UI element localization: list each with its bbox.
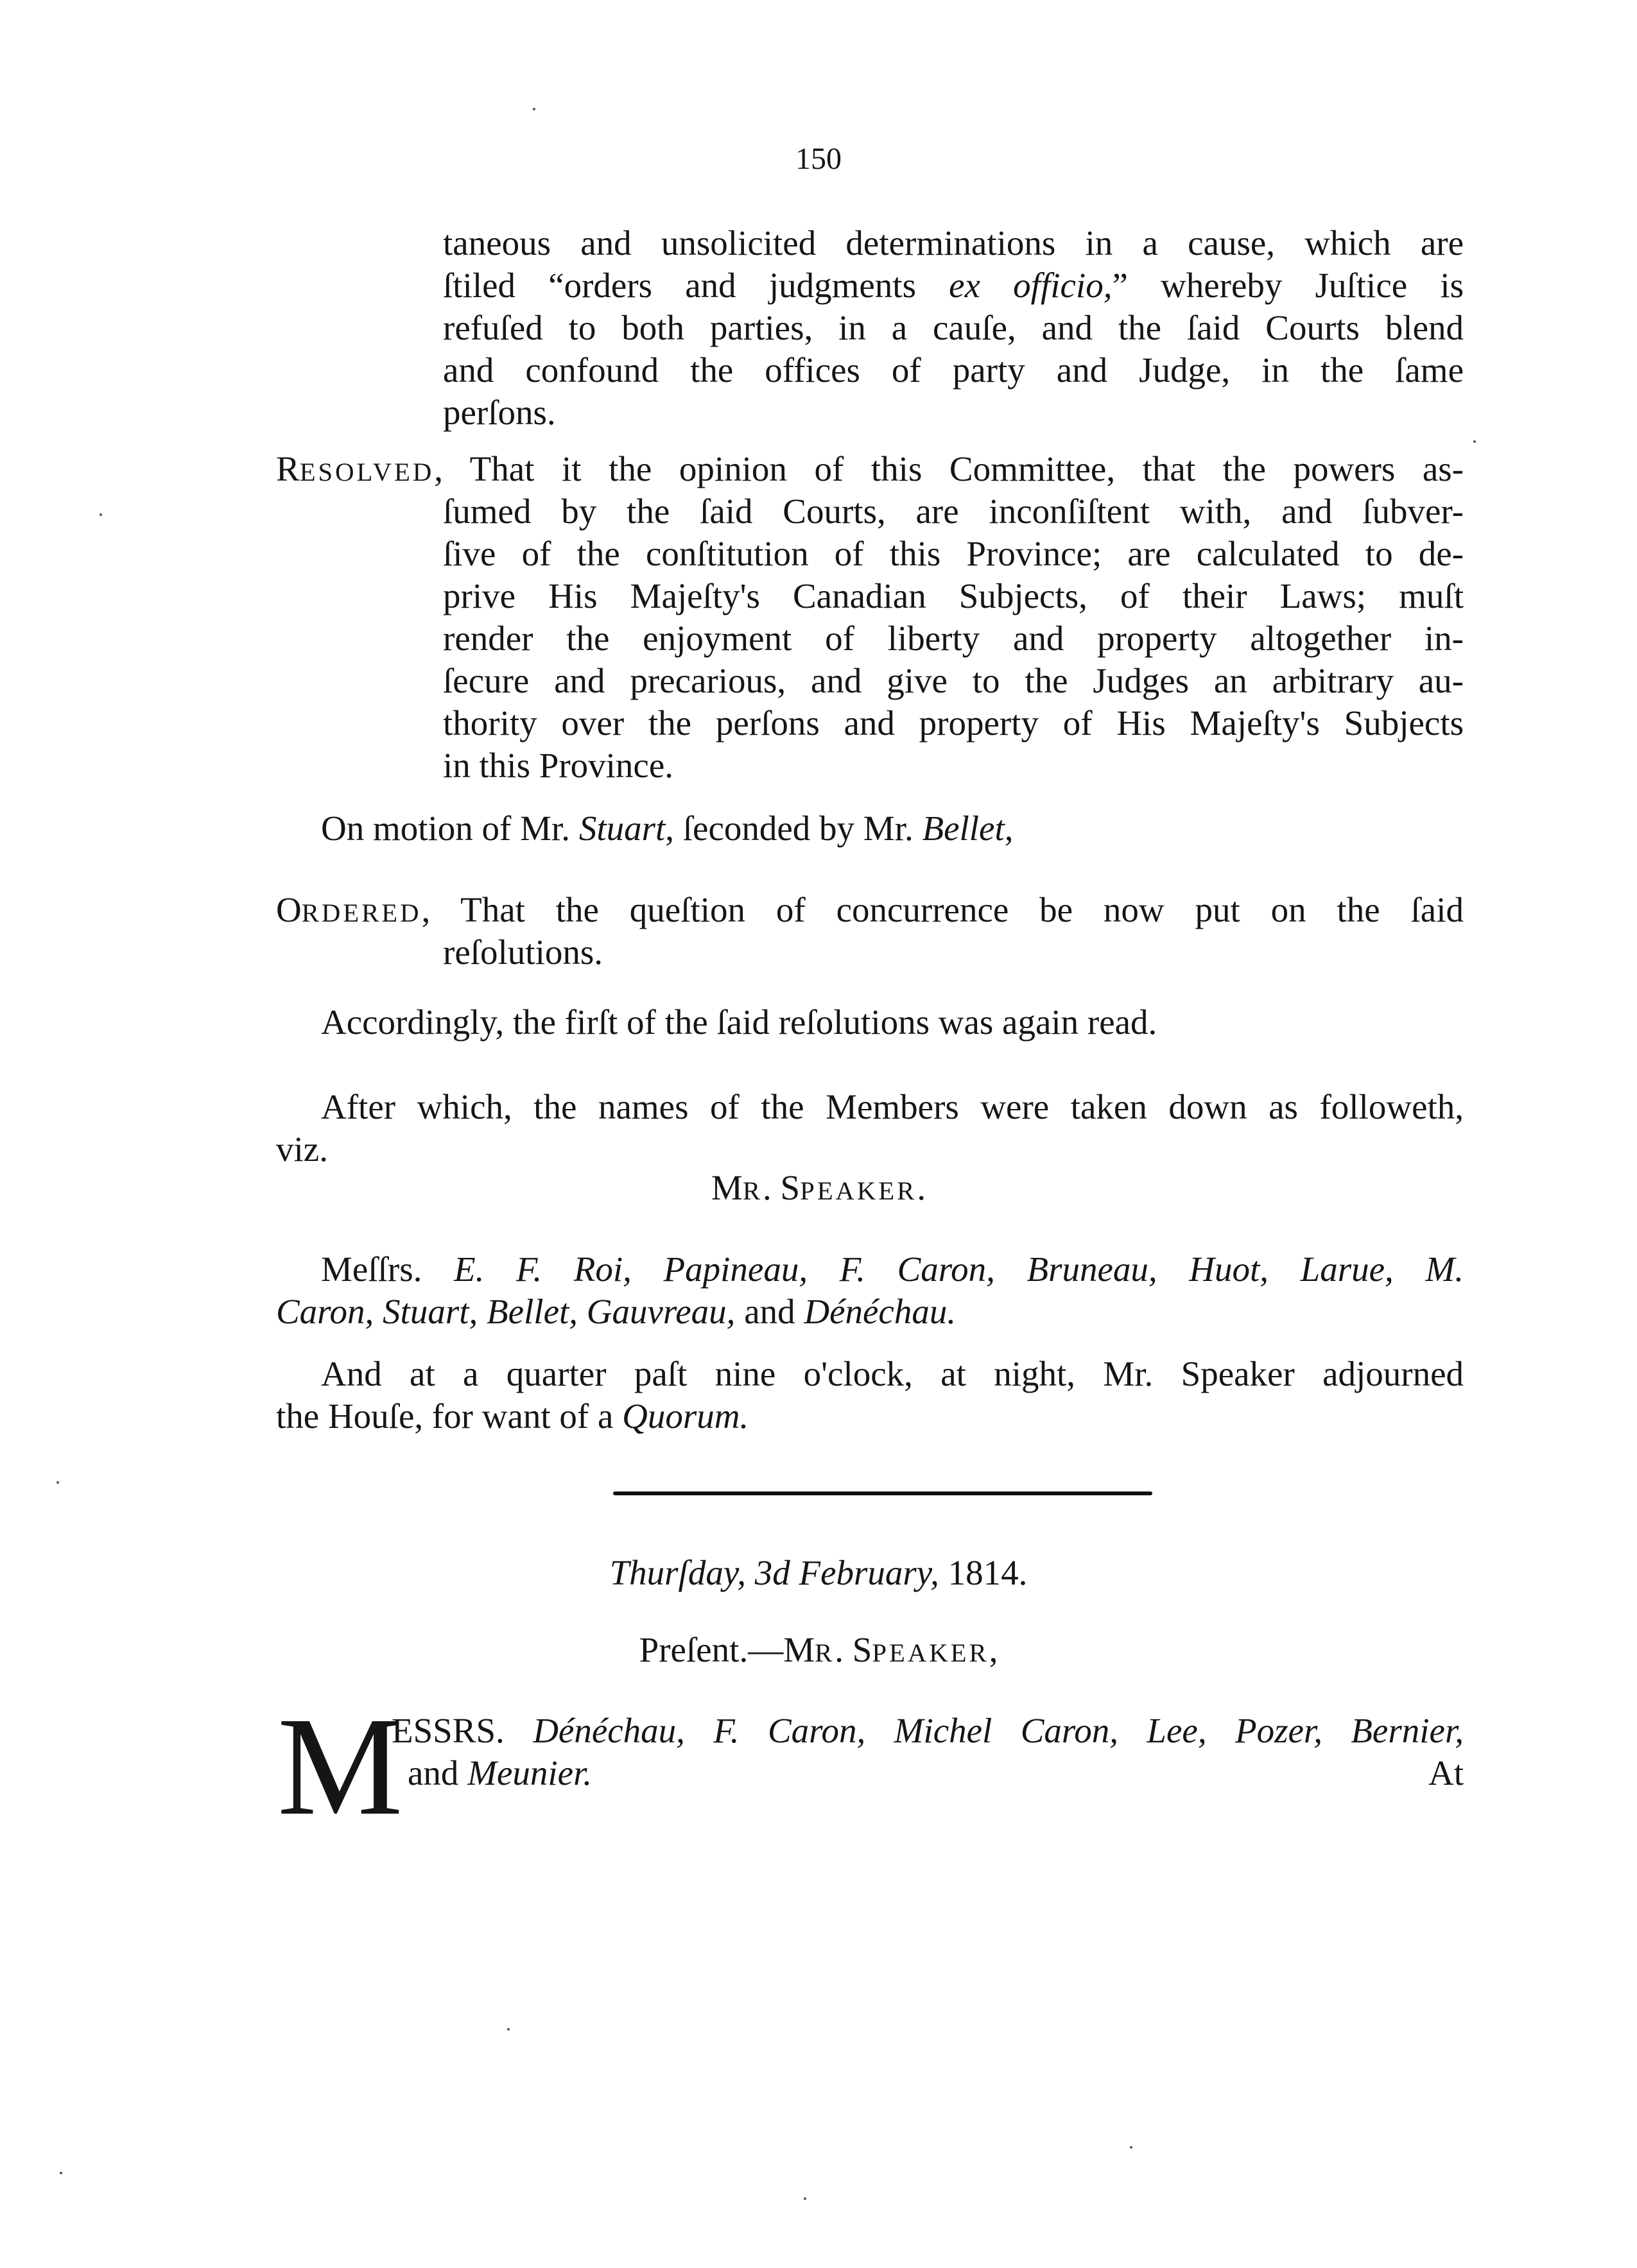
members-list: [276, 1248, 1464, 1333]
member-names: Caron, Stuart, Bellet, Gauvreau,: [276, 1292, 736, 1331]
text-line: [276, 1248, 1464, 1291]
text-line: thority over the perſons and property of His Majeſty's Subjects: [443, 703, 1464, 743]
scan-speck: [1130, 2146, 1132, 2149]
text-line: render the enjoyment of liberty and property altogether in-: [443, 619, 1464, 658]
text-span: February,: [790, 1553, 948, 1592]
member-name: Stuart: [578, 809, 666, 848]
members-present-list: [392, 1710, 1464, 1794]
member-names: Dénéchau, F. Caron, Michel Caron, Lee, Pozer, Bernier,: [533, 1711, 1464, 1750]
text-span: Preſent.—: [639, 1630, 784, 1669]
text-span: S: [780, 1168, 801, 1207]
text-span: ” whereby Juſtice is: [1112, 266, 1464, 305]
text-span: .: [835, 1630, 853, 1669]
text-line: [276, 889, 1464, 934]
text-span: ſtiled “orders and judgments: [443, 266, 949, 305]
date-heading: [0, 1552, 1637, 1594]
text-span: R: [742, 1176, 763, 1205]
text-span: .: [917, 1168, 926, 1207]
text-line: taneous and unsolicited determinations in a cause, which are: [443, 223, 1464, 262]
scan-speck: [507, 2028, 510, 2031]
text-span: ESSRS.: [392, 1711, 533, 1750]
member-names: E. F. Roi, Papineau, F. Caron, Bruneau, Huot, Larue, M.: [453, 1250, 1464, 1289]
divider-rule: [613, 1491, 1152, 1495]
motion-line: [321, 807, 1014, 850]
italic-term: ex officio,: [949, 266, 1113, 305]
member-name: Dénéchau.: [804, 1292, 957, 1331]
text-line: viz.: [276, 1130, 328, 1169]
ordered-paragraph: [276, 889, 1464, 934]
adjourn-paragraph: [276, 1353, 1464, 1438]
page-number: 150: [795, 142, 842, 176]
text-line: [276, 448, 1464, 494]
member-name: Bellet: [922, 809, 1005, 848]
resolved-continuation: [443, 490, 1464, 787]
scan-speck: [804, 2197, 806, 2200]
text-line: reſolutions.: [443, 932, 603, 972]
catchword: At: [1428, 1753, 1464, 1792]
text-line: [276, 1395, 1464, 1438]
text-span: , ſeconded by Mr.: [665, 809, 922, 848]
text-line: perſons.: [443, 393, 556, 432]
ordered-continuation: [443, 931, 603, 974]
text-span: S: [852, 1630, 872, 1669]
member-name: Meunier.: [467, 1753, 593, 1792]
italic-term: Quorum.: [622, 1396, 749, 1436]
text-line: and confound the offices of party and Judge, in the ſame: [443, 350, 1464, 390]
drop-cap: M: [277, 1688, 403, 1844]
text-span: R: [815, 1638, 835, 1667]
text-line: [392, 1752, 1464, 1794]
section-divider: [613, 1489, 1152, 1498]
text-line: ſive of the conſtitution of this Province; are calculated to de-: [443, 534, 1464, 573]
scan-speck: [56, 1481, 59, 1484]
after-paragraph: [276, 1086, 1464, 1171]
text-span: ,: [1004, 809, 1014, 848]
scan-speck: [100, 513, 102, 516]
text-line: After which, the names of the Members were taken down as followeth,: [321, 1087, 1464, 1126]
ordered-label: O: [276, 890, 302, 929]
text-span: , That it the opinion of this Committee, that the powers as-: [434, 449, 1464, 488]
text-line: And at a quarter paſt nine o'clock, at night, Mr. Speaker adjourned: [321, 1354, 1464, 1393]
scan-speck: [60, 2172, 62, 2174]
text-span: ,: [989, 1630, 998, 1669]
text-line: ſecure and precarious, and give to the Judges an arbitrary au-: [443, 661, 1464, 700]
text-span: PEAKER: [800, 1176, 917, 1205]
resolved-paragraph: [276, 448, 1464, 494]
text-span: the Houſe, for want of a: [276, 1396, 623, 1436]
text-span: Thurſday,: [609, 1553, 755, 1592]
accordingly-line: Accordingly, the firſt of the ſaid reſolutions was again read.: [321, 1002, 1157, 1042]
text-span: and: [408, 1753, 468, 1792]
text-span: PEAKER: [872, 1638, 989, 1667]
text-span: M: [711, 1168, 743, 1207]
present-line: [0, 1629, 1637, 1674]
speaker-line: [0, 1167, 1637, 1212]
text-line: refuſed to both parties, in a cauſe, and the ſaid Courts blend: [443, 308, 1464, 347]
text-span: .: [762, 1168, 781, 1207]
scan-speck: [533, 108, 535, 110]
text-line: ſumed by the ſaid Courts, are inconſiſtent with, and ſubver-: [443, 492, 1464, 531]
resolved-label-rest: ESOLVED: [299, 458, 435, 486]
continuation-paragraph: [443, 222, 1464, 434]
text-span: 3d: [754, 1553, 790, 1592]
text-span: Meſſrs.: [321, 1250, 454, 1289]
text-span: and: [735, 1292, 804, 1331]
ordered-label-rest: RDERED: [301, 898, 422, 927]
text-span: On motion of Mr.: [321, 809, 579, 848]
text-line: [443, 264, 1464, 307]
text-span: 1814.: [948, 1553, 1028, 1592]
text-line: in this Province.: [443, 746, 674, 785]
resolved-label: R: [276, 449, 300, 488]
text-span: M: [783, 1630, 815, 1669]
text-line: [276, 1291, 1464, 1333]
text-span: , That the queſtion of concurrence be now put on the ſaid: [421, 890, 1464, 929]
scan-speck: [1473, 440, 1476, 443]
text-line: [392, 1710, 1464, 1752]
text-line: prive His Majeſty's Canadian Subjects, of their Laws; muſt: [443, 576, 1464, 615]
